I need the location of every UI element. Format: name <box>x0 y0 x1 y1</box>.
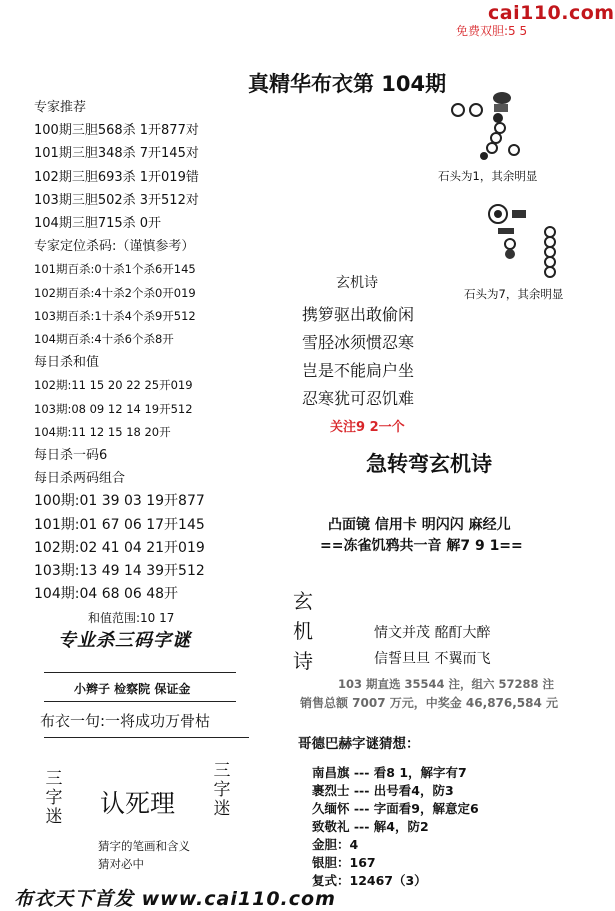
daily-sum-line: 103期:08 09 12 14 19开512 <box>34 401 193 416</box>
poem-line: 忍寒犹可忍饥难 <box>302 389 415 408</box>
three-char-right-char: 迷 <box>213 799 231 819</box>
poem-heading: 玄机诗 <box>336 275 378 291</box>
poem-line: 雪胫冰须惯忍寒 <box>302 333 415 352</box>
gdbh-line: 金胆：4 <box>312 837 359 852</box>
stone-caption-1: 石头为1，其余明显 <box>438 169 538 183</box>
poem-line: 携箩驱出敢偷闲 <box>302 305 415 324</box>
divider <box>44 701 236 702</box>
xuanji-char: 玄 <box>293 589 313 613</box>
sales-line: 103 期直选 35544 注，组六 57288 注 <box>338 677 555 691</box>
position-kill-line: 104期百杀:4十杀6个杀8开 <box>34 332 174 347</box>
daily-sum-line: 102期:11 15 20 22 25开019 <box>34 378 193 393</box>
promo-text: 免费双胆:5 5 <box>456 24 528 38</box>
xuanji-vertical <box>291 586 315 676</box>
site-logo[interactable]: cai110.com <box>488 2 615 24</box>
xuanji-char: 诗 <box>293 649 313 673</box>
three-char-right-char: 字 <box>213 780 231 800</box>
sum-range: 和值范围:10 17 <box>88 611 175 625</box>
daily-two-line: 100期:01 39 03 19开877 <box>34 493 205 510</box>
xuanji-line: 情文并茂 酩酊大醉 <box>374 625 491 641</box>
sales-line: 销售总额 7007 万元，中奖金 46,876,584 元 <box>300 696 559 710</box>
riddle-hint: 猜字的笔画和含义 <box>98 839 190 853</box>
calligraphy-title: 专业杀三码字谜 <box>58 630 191 651</box>
expert-line: 101期三胆348杀 7开145对 <box>34 146 199 162</box>
buyi-line: 布衣一句:一将成功万骨枯 <box>40 712 211 730</box>
riddle-hint: 猜对必中 <box>98 857 144 871</box>
daily-two-line: 104期:04 68 06 48开 <box>34 586 179 603</box>
daily-one: 每日杀一码6 <box>34 448 108 464</box>
gdbh-line: 久缅怀 --- 字面看9，解意定6 <box>312 801 479 816</box>
expert-line: 103期三胆502杀 3开512对 <box>34 192 199 208</box>
left-column <box>34 96 274 606</box>
three-char-left <box>44 770 64 827</box>
stone-diagram-1 <box>446 88 546 163</box>
page-title: 真精华布衣第 104期 <box>248 72 447 96</box>
gdbh-heading: 哥德巴赫字谜猜想： <box>298 736 420 752</box>
position-kill-line: 103期百杀:1十杀4个杀9开512 <box>34 308 196 323</box>
three-char-right-char: 三 <box>213 761 231 781</box>
divider <box>44 737 249 738</box>
footer-text[interactable]: 布衣天下首发 www.cai110.com <box>14 888 336 910</box>
poem-line: 岂是不能扃户坐 <box>302 361 415 380</box>
xuanji-line: 信誓旦旦 不翼而飞 <box>374 651 491 667</box>
expert-line: 102期三胆693杀 1开019错 <box>34 169 199 185</box>
expert-line: 100期三胆568杀 1开877对 <box>34 123 199 139</box>
three-char-left-char: 迷 <box>45 807 63 827</box>
divider <box>44 672 236 673</box>
riddle-poem-line: 凸面镜 信用卡 明闪闪 麻经儿 <box>328 517 511 533</box>
gdbh-line: 致敬礼 --- 解4，防2 <box>312 819 429 834</box>
three-char-left-char: 字 <box>45 788 63 808</box>
gdbh-line: 复式：12467（3） <box>312 873 427 888</box>
position-kill-heading: 专家定位杀码:（谨慎参考） <box>34 239 195 255</box>
riddle-poem-line: ==冻雀饥鸦共一音 解7 9 1== <box>320 538 523 554</box>
daily-two-line: 101期:01 67 06 17开145 <box>34 516 205 533</box>
xuanji-char: 机 <box>293 619 313 643</box>
gdbh-line: 裹烈士 --- 出号看4，防3 <box>312 783 454 798</box>
stone-diagram-2 <box>478 202 568 280</box>
gdbh-line: 南昌旗 --- 看8 1，解字有7 <box>312 765 467 780</box>
daily-two-line: 103期:13 49 14 39开512 <box>34 563 205 580</box>
daily-two-line: 102期:02 41 04 21开019 <box>34 539 205 556</box>
position-kill-line: 101期百杀:0十杀1个杀6开145 <box>34 262 196 277</box>
three-char-left-char: 三 <box>45 769 63 789</box>
daily-sum-line: 104期:11 12 15 18 20开 <box>34 424 171 439</box>
three-char-right <box>212 762 232 819</box>
position-kill-line: 102期百杀:4十杀2个杀0开019 <box>34 285 196 300</box>
riddle-poem-heading: 急转弯玄机诗 <box>366 452 492 476</box>
daily-sum-heading: 每日杀和值 <box>34 355 100 371</box>
poem-highlight: 关注9 2一个 <box>330 420 405 435</box>
clue-words: 小辫子 检察院 保证金 <box>74 682 191 696</box>
gdbh-line: 银胆：167 <box>312 855 376 870</box>
stone-caption-2: 石头为7，其余明显 <box>464 287 564 301</box>
daily-two-heading: 每日杀两码组合 <box>34 471 126 487</box>
expert-line: 104期三胆715杀 0开 <box>34 216 162 232</box>
expert-heading: 专家推荐 <box>34 100 87 115</box>
riddle-answer: 认死理 <box>100 789 176 818</box>
